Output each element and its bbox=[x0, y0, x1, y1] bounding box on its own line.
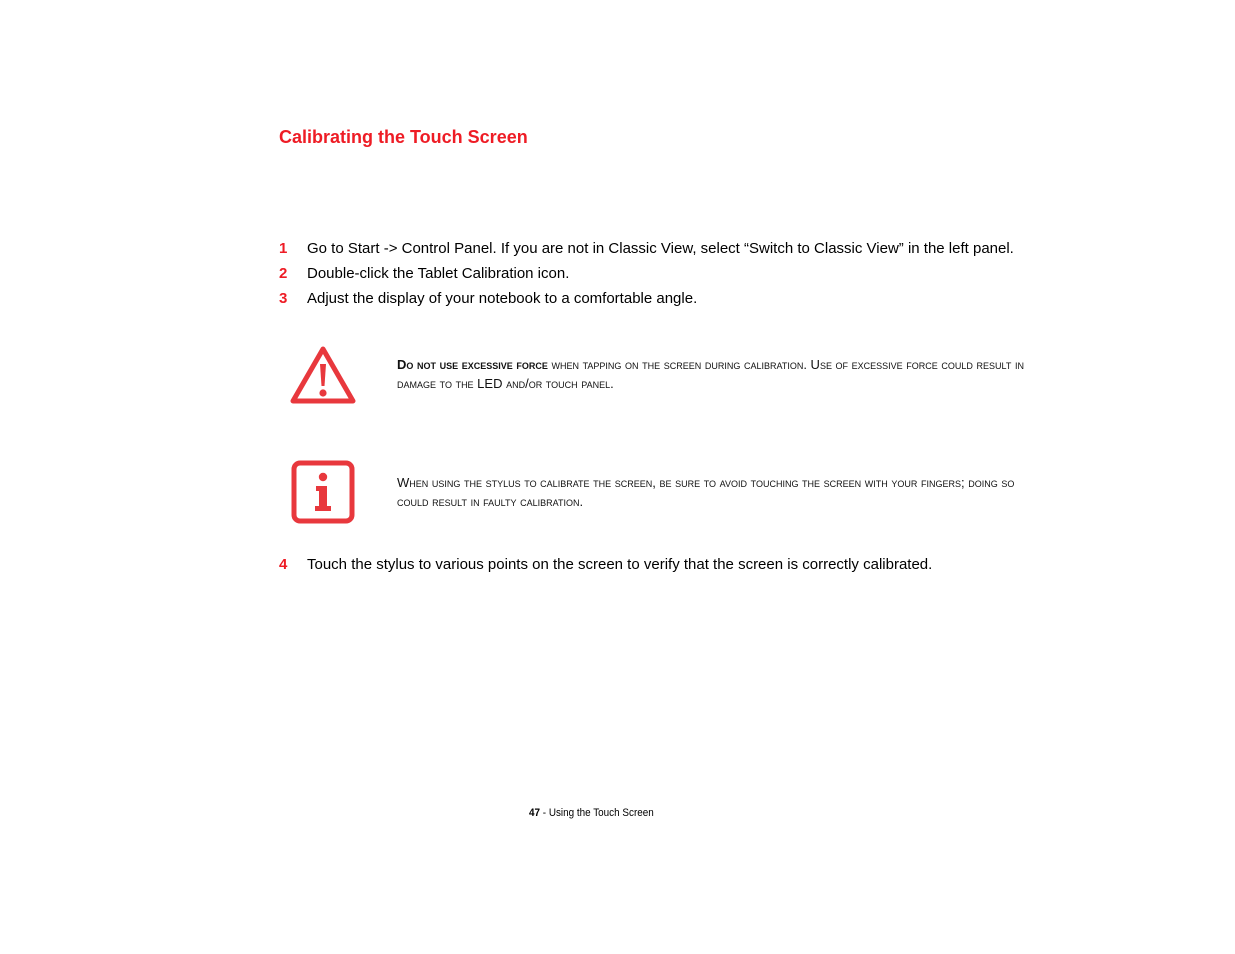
step-number: 3 bbox=[279, 290, 288, 307]
step-number: 4 bbox=[279, 556, 288, 573]
caution-notice bbox=[397, 355, 1037, 393]
step-number: 2 bbox=[279, 265, 288, 282]
info-notice: When using the stylus to calibrate the screen, be sure to avoid touching the screen with your fingers; doing so could result in faulty calibration. bbox=[397, 475, 1015, 509]
step-2 bbox=[279, 265, 569, 283]
step-1 bbox=[279, 240, 1014, 258]
info-icon bbox=[291, 460, 355, 529]
step-4 bbox=[279, 556, 932, 574]
step-3 bbox=[279, 290, 697, 308]
step-text: Adjust the display of your notebook to a comfortable angle. bbox=[307, 290, 698, 307]
step-text: Go to Start -> Control Panel. If you are not in Classic View, select “Switch to Classic View” in the left panel. bbox=[307, 240, 1014, 257]
chapter-name: Using the Touch Screen bbox=[548, 807, 654, 819]
warning-triangle-icon bbox=[289, 344, 357, 411]
footer-separator: - bbox=[540, 807, 549, 819]
page-number: 47 bbox=[529, 807, 541, 819]
step-text: Touch the stylus to various points on the screen to verify that the screen is correctly calibrated. bbox=[307, 556, 933, 573]
step-text: Double-click the Tablet Calibration icon. bbox=[307, 265, 570, 282]
caution-text: when tapping on the screen during calibration. Use of excessive force could result in damage to the LED and/or touch panel. bbox=[397, 357, 1024, 391]
page-footer bbox=[529, 806, 654, 820]
caution-emphasis: Do not use excessive force bbox=[397, 357, 548, 372]
step-number: 1 bbox=[279, 240, 288, 257]
page-title: Calibrating the Touch Screen bbox=[279, 127, 528, 147]
